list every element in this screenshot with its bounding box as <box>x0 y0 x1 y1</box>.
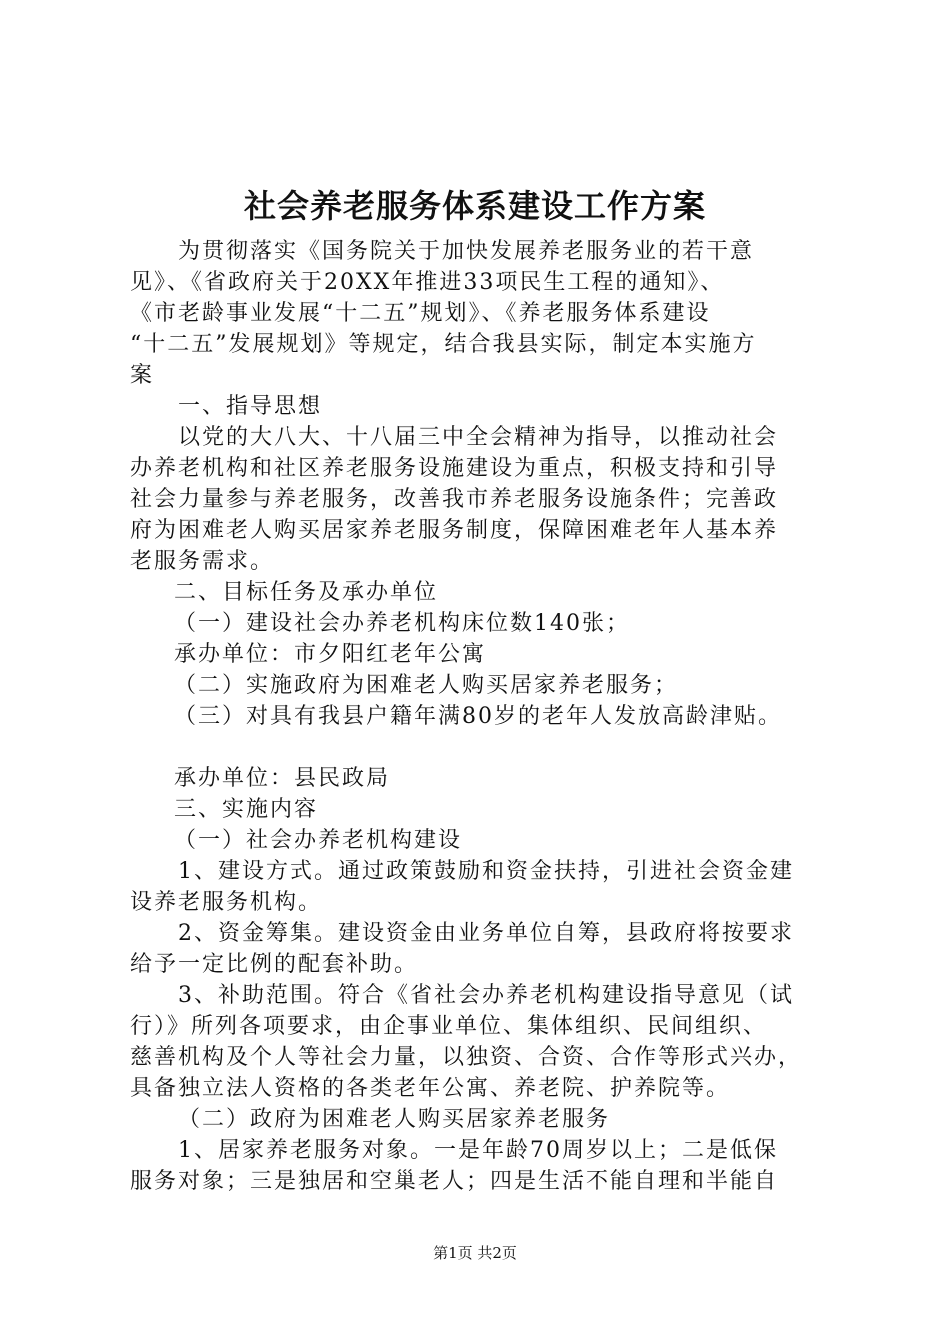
section-heading: 一、指导思想 <box>178 394 323 419</box>
paragraph-line: 府为困难老人购买居家养老服务制度，保障困难老年人基本养 <box>130 518 779 543</box>
document-title: 社会养老服务体系建设工作方案 <box>243 187 706 225</box>
paragraph-line: 慈善机构及个人等社会力量，以独资、合资、合作等形式兴办， <box>130 1045 803 1070</box>
subsection-heading: （一）社会办养老机构建设 <box>174 828 463 853</box>
paragraph-line: 承办单位：县民政局 <box>174 766 391 791</box>
paragraph-line: 老服务需求。 <box>130 549 275 574</box>
paragraph-line: 3、补助范围。符合《省社会办养老机构建设指导意见（试 <box>178 983 794 1008</box>
paragraph-line: 服务对象；三是独居和空巢老人；四是生活不能自理和半能自 <box>130 1169 779 1194</box>
paragraph-line: 以党的大八大、十八届三中全会精神为指导，以推动社会 <box>178 425 779 450</box>
paragraph-line: 承办单位：市夕阳红老年公寓 <box>174 642 487 667</box>
paragraph-line: 行）》所列各项要求，由企事业单位、集体组织、民间组织、 <box>130 1014 768 1039</box>
paragraph-line: 《市老龄事业发展“十二五”规划》、《养老服务体系建设 <box>130 301 711 326</box>
subsection-heading: （二）政府为困难老人购买居家养老服务 <box>178 1107 611 1132</box>
section-heading: 二、目标任务及承办单位 <box>174 580 439 605</box>
paragraph-line: 为贯彻落实《国务院关于加快发展养老服务业的若干意 <box>178 239 755 264</box>
document-body <box>130 236 830 1197</box>
paragraph-line: 2、资金筹集。建设资金由业务单位自筹，县政府将按要求 <box>178 921 794 946</box>
paragraph-line: 社会力量参与养老服务，改善我市养老服务设施条件；完善政 <box>130 487 779 512</box>
paragraph-line: 见》、《省政府关于20XX年推进33项民生工程的通知》、 <box>130 270 725 295</box>
page-footer: 第1页 共2页 <box>433 1244 517 1262</box>
paragraph-line: 1、建设方式。通过政策鼓励和资金扶持，引进社会资金建 <box>178 859 794 884</box>
paragraph-line: 1、居家养老服务对象。一是年龄70周岁以上；二是低保 <box>178 1138 778 1163</box>
paragraph-line: 给予一定比例的配套补助。 <box>130 952 419 977</box>
section-heading: 三、实施内容 <box>174 797 319 822</box>
paragraph-line: （二）实施政府为困难老人购买居家养老服务； <box>174 673 679 698</box>
paragraph-line: 办养老机构和社区养老服务设施建设为重点，积极支持和引导 <box>130 456 779 481</box>
paragraph-line: 具备独立法人资格的各类老年公寓、养老院、护养院等。 <box>130 1076 731 1101</box>
blank-line <box>130 732 830 763</box>
paragraph-line: “十二五”发展规划》等规定，结合我县实际，制定本实施方 <box>130 332 757 357</box>
paragraph-line: 设养老服务机构。 <box>130 890 323 915</box>
paragraph-line: 案 <box>130 363 155 388</box>
paragraph-line: （三）对具有我县户籍年满80岁的老年人发放高龄津贴。 <box>174 704 782 729</box>
paragraph-line: （一）建设社会办养老机构床位数140张； <box>174 611 630 636</box>
